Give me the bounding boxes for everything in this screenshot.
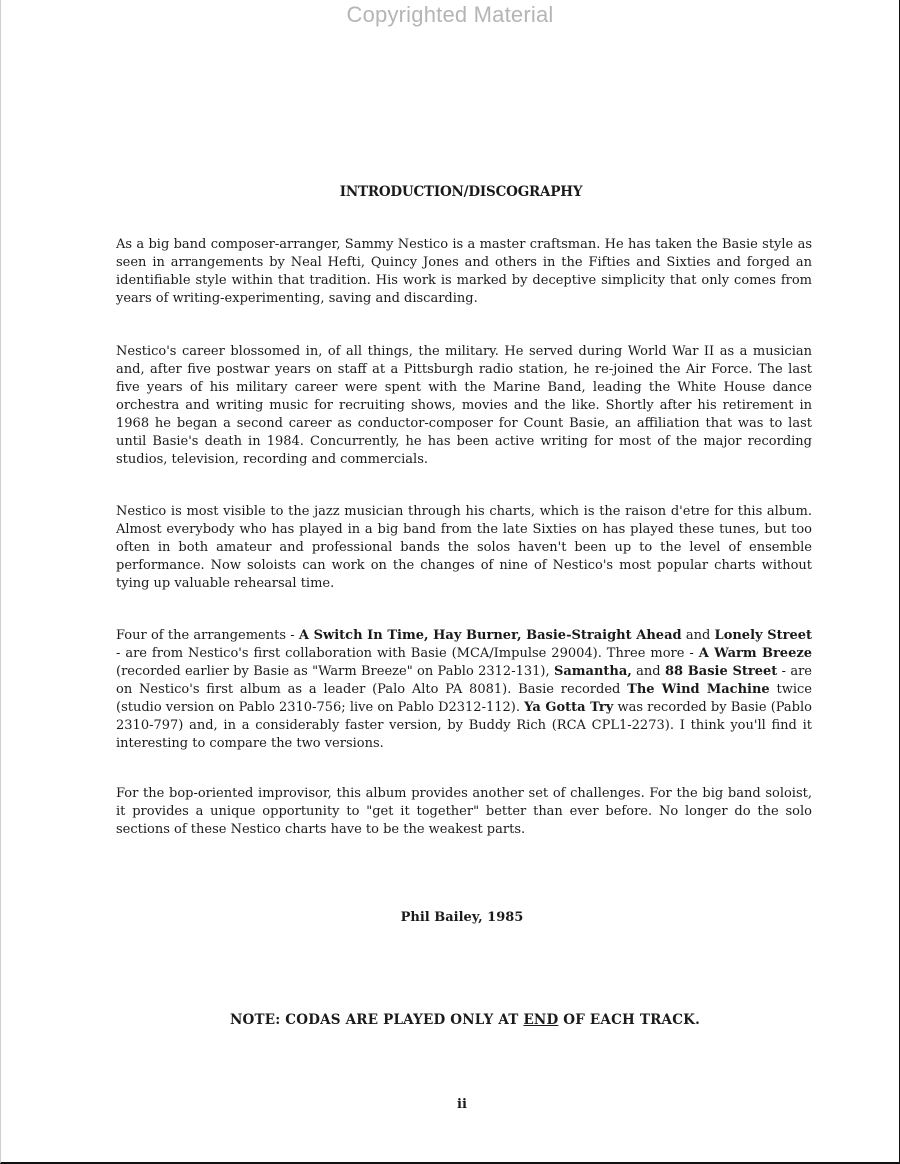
paragraph-discography <box>116 627 812 753</box>
track-title: A Warm Breeze <box>698 646 813 661</box>
page-heading: INTRODUCTION/DISCOGRAPHY <box>339 184 583 200</box>
track-title: Ya Gotta Try <box>524 700 614 715</box>
track-title: 88 Basie Street <box>664 664 778 679</box>
discography-text: was recorded by Basie (Pablo 2310-797) and, in a considerably faster version, by Buddy Rich (RCA CPL1-2273). I think you'll find it interesting to compare the two versions. <box>116 700 812 751</box>
discography-text: - are on Nestico's first album as a leader (Palo Alto PA 8081). Basie recorded <box>116 664 812 697</box>
page-number: ii <box>457 1097 467 1112</box>
discography-text: and <box>631 664 665 679</box>
note-text: OF EACH TRACK. <box>558 1012 701 1028</box>
discography-text: and <box>681 628 715 643</box>
copyright-watermark: Copyrighted Material <box>346 2 554 27</box>
discography-text: (recorded earlier by Basie as "Warm Breeze" on Pablo 2312-131), <box>116 664 554 679</box>
coda-note <box>0 1012 900 1028</box>
track-title: The Wind Machine <box>627 682 770 697</box>
author-signature: Phil Bailey, 1985 <box>400 910 524 925</box>
track-title: Lonely Street <box>714 628 813 643</box>
track-title: Samantha, <box>553 664 632 679</box>
discography-text: Four of the arrangements - <box>116 628 299 643</box>
paragraph-career: Nestico's career blossomed in, of all things, the military. He served during World War II as a musician and, after five postwar years on staff at a Pittsburgh radio station, he re-joined the Air Force. The last five years of his military career were spent with the Marine Band, leading the White House dance orchestra and writing music for recruiting shows, movies and the like. Shortly after his retirement in 1968 he began a second career as conductor-composer for Count Basie, an affiliation that was to last until Basie's death in 1984. Concurrently, he has been active writing for most of the major recording studios, television, recording and commercials. <box>116 344 812 467</box>
discography-text: twice (studio version on Pablo 2310-756; live on Pablo D2312-112). <box>116 682 812 715</box>
paragraph-intro: As a big band composer-arranger, Sammy Nestico is a master craftsman. He has taken the Basie style as seen in arrangements by Neal Hefti, Quincy Jones and others in the Fifties and Sixties and forged an identifiable style within that tradition. His work is marked by deceptive simplicity that only comes from years of writing-experimenting, saving and discarding. <box>116 237 812 306</box>
paragraph-soloists: For the bop-oriented improvisor, this album provides another set of challenges. For the big band soloist, it provides a unique opportunity to "get it together" better than ever before. No longer do the solo sections of these Nestico charts have to be the weakest parts. <box>116 786 812 837</box>
paragraph-album-purpose: Nestico is most visible to the jazz musician through his charts, which is the raison d'etre for this album. Almost everybody who has played in a big band from the late Sixties on has played these tunes, but too often in both amateur and professional bands the solos haven't been up to the level of ensemble performance. Now soloists can work on the changes of nine of Nestico's most popular charts without tying up valuable rehearsal time. <box>116 504 812 591</box>
track-titles: A Switch In Time, Hay Burner, Basie-Straight Ahead <box>298 628 682 643</box>
note-text: NOTE: CODAS ARE PLAYED ONLY AT <box>229 1012 524 1028</box>
discography-text: - are from Nestico's first collaboration with Basie (MCA/Impulse 29004). Three more - <box>116 646 699 661</box>
note-emphasis: END <box>523 1012 559 1028</box>
